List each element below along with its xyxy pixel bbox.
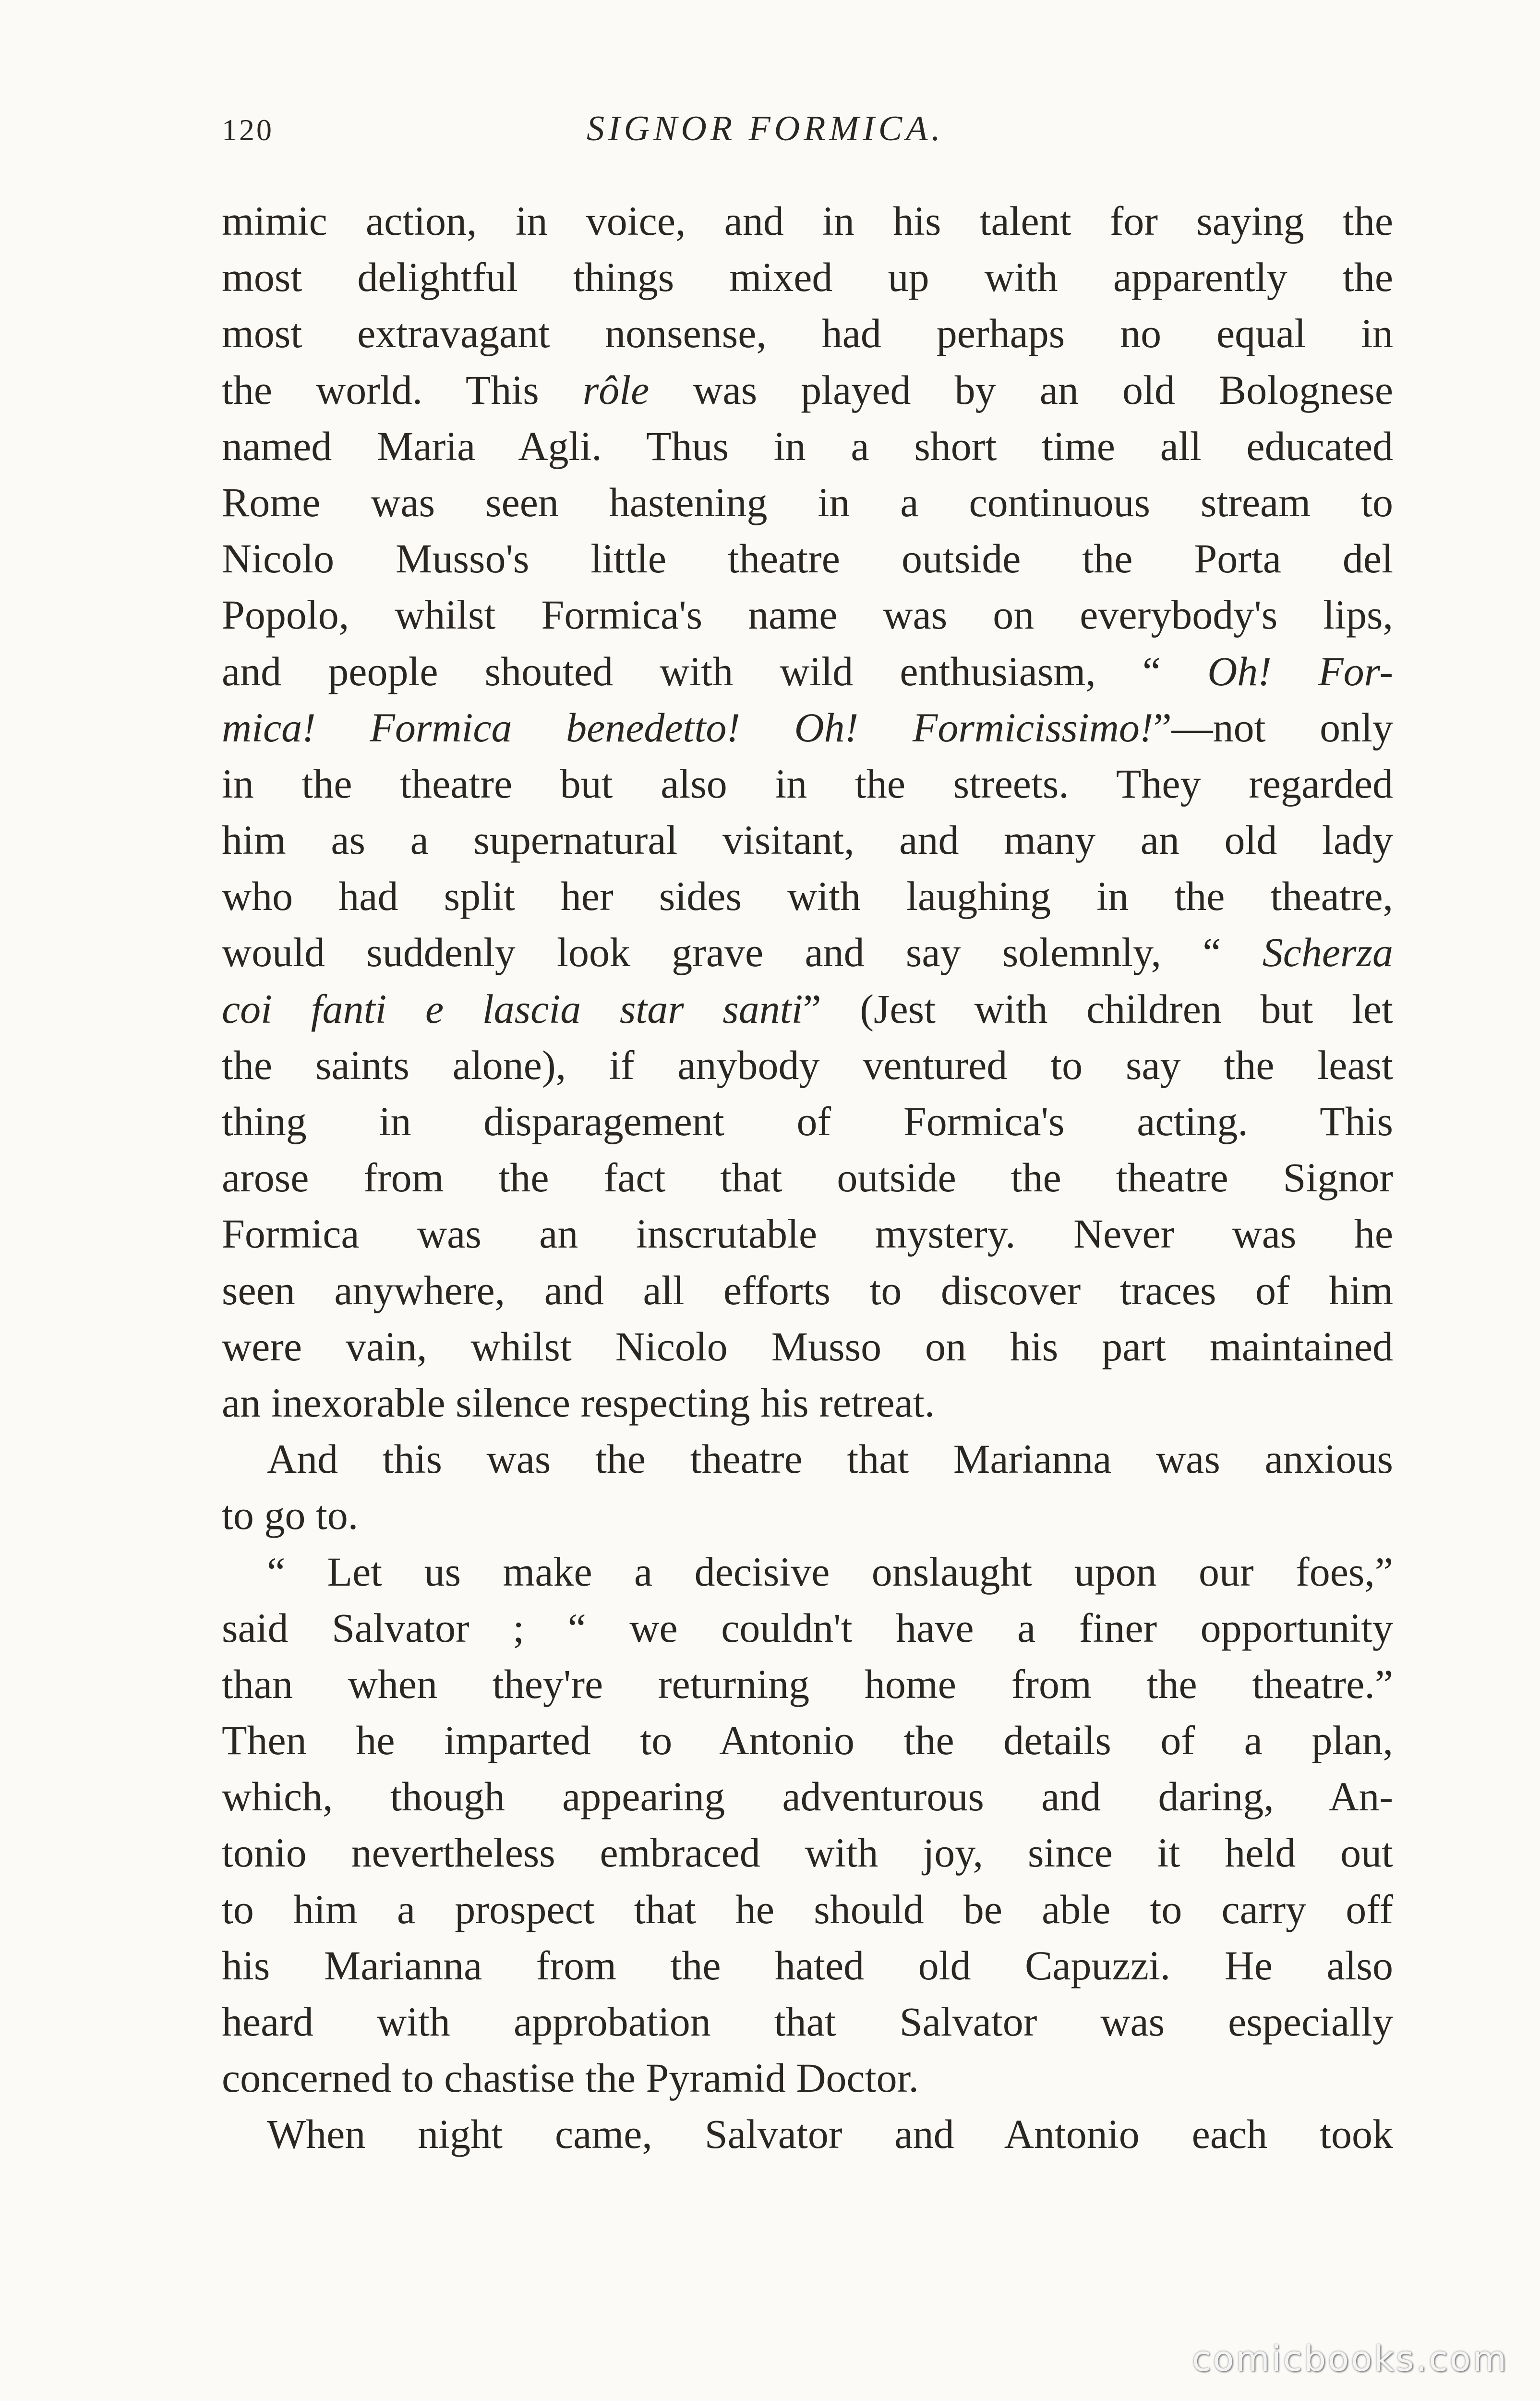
text-line: Popolo, whilst Formica's name was on everybody's lips,	[222, 592, 1393, 638]
text-line: Nicolo Musso's little theatre outside the Porta del	[222, 535, 1393, 582]
running-title: SIGNOR FORMICA.	[587, 109, 944, 148]
text-line: mimic action, in voice, and in his talent for saying the	[222, 198, 1393, 244]
text-line: coi fanti e lascia star santi” (Jest with children but let	[222, 985, 1393, 1032]
text-line: heard with approbation that Salvator was especially	[222, 1999, 1393, 2045]
text-line: an inexorable silence respecting his retreat.	[222, 1379, 935, 1426]
text-line: thing in disparagement of Formica's acting. This	[222, 1098, 1393, 1144]
text-line: said Salvator ; “ we couldn't have a finer opportunity	[222, 1604, 1393, 1651]
watermark-text: comicbooks.com	[1191, 2339, 1508, 2379]
text-line: who had split her sides with laughing in the theatre,	[222, 873, 1393, 920]
text-line: mica! Formica benedetto! Oh! Formicissimo!”—not only	[222, 704, 1394, 751]
text-line: to go to.	[222, 1492, 359, 1539]
text-line: And this was the theatre that Marianna was anxious	[267, 1436, 1393, 1482]
body-text	[222, 193, 1393, 2163]
text-line: Formica was an inscrutable mystery. Never was he	[222, 1211, 1393, 1257]
text-line: seen anywhere, and all efforts to discover traces of him	[222, 1267, 1393, 1313]
text-line: which, though appearing adventurous and daring, An-	[222, 1773, 1393, 1820]
text-line: than when they're returning home from the theatre.”	[222, 1661, 1393, 1707]
text-line: him as a supernatural visitant, and many an old lady	[222, 817, 1393, 863]
text-line: most delightful things mixed up with apparently the	[222, 254, 1393, 301]
text-line: most extravagant nonsense, had perhaps no equal in	[222, 310, 1393, 357]
text-line: the world. This rôle was played by an old Bolognese	[222, 366, 1393, 413]
text-line: arose from the fact that outside the theatre Signor	[222, 1154, 1393, 1201]
text-line: named Maria Agli. Thus in a short time all educated	[222, 423, 1393, 469]
text-line: “ Let us make a decisive onslaught upon our foes,”	[267, 1548, 1393, 1595]
text-line: were vain, whilst Nicolo Musso on his part maintained	[222, 1323, 1393, 1370]
text-line: in the theatre but also in the streets. They regarded	[222, 760, 1393, 807]
text-line: and people shouted with wild enthusiasm, “ Oh! For-	[222, 648, 1393, 694]
text-line: tonio nevertheless embraced with joy, since it held out	[222, 1830, 1393, 1876]
page-header	[222, 109, 1398, 161]
text-line: Rome was seen hastening in a continuous stream to	[222, 479, 1393, 525]
text-line: to him a prospect that he should be able to carry off	[222, 1886, 1393, 1932]
text-line: When night came, Salvator and Antonio each took	[267, 2111, 1393, 2158]
text-line: concerned to chastise the Pyramid Doctor.	[222, 2055, 919, 2101]
text-line: Then he imparted to Antonio the details of a plan,	[222, 1717, 1393, 1764]
text-line: his Marianna from the hated old Capuzzi. He also	[222, 1942, 1393, 1989]
text-line: the saints alone), if anybody ventured to say the least	[222, 1042, 1393, 1088]
text-line: would suddenly look grave and say solemnly, “ Scherza	[222, 929, 1393, 976]
page-number: 120	[222, 113, 274, 147]
